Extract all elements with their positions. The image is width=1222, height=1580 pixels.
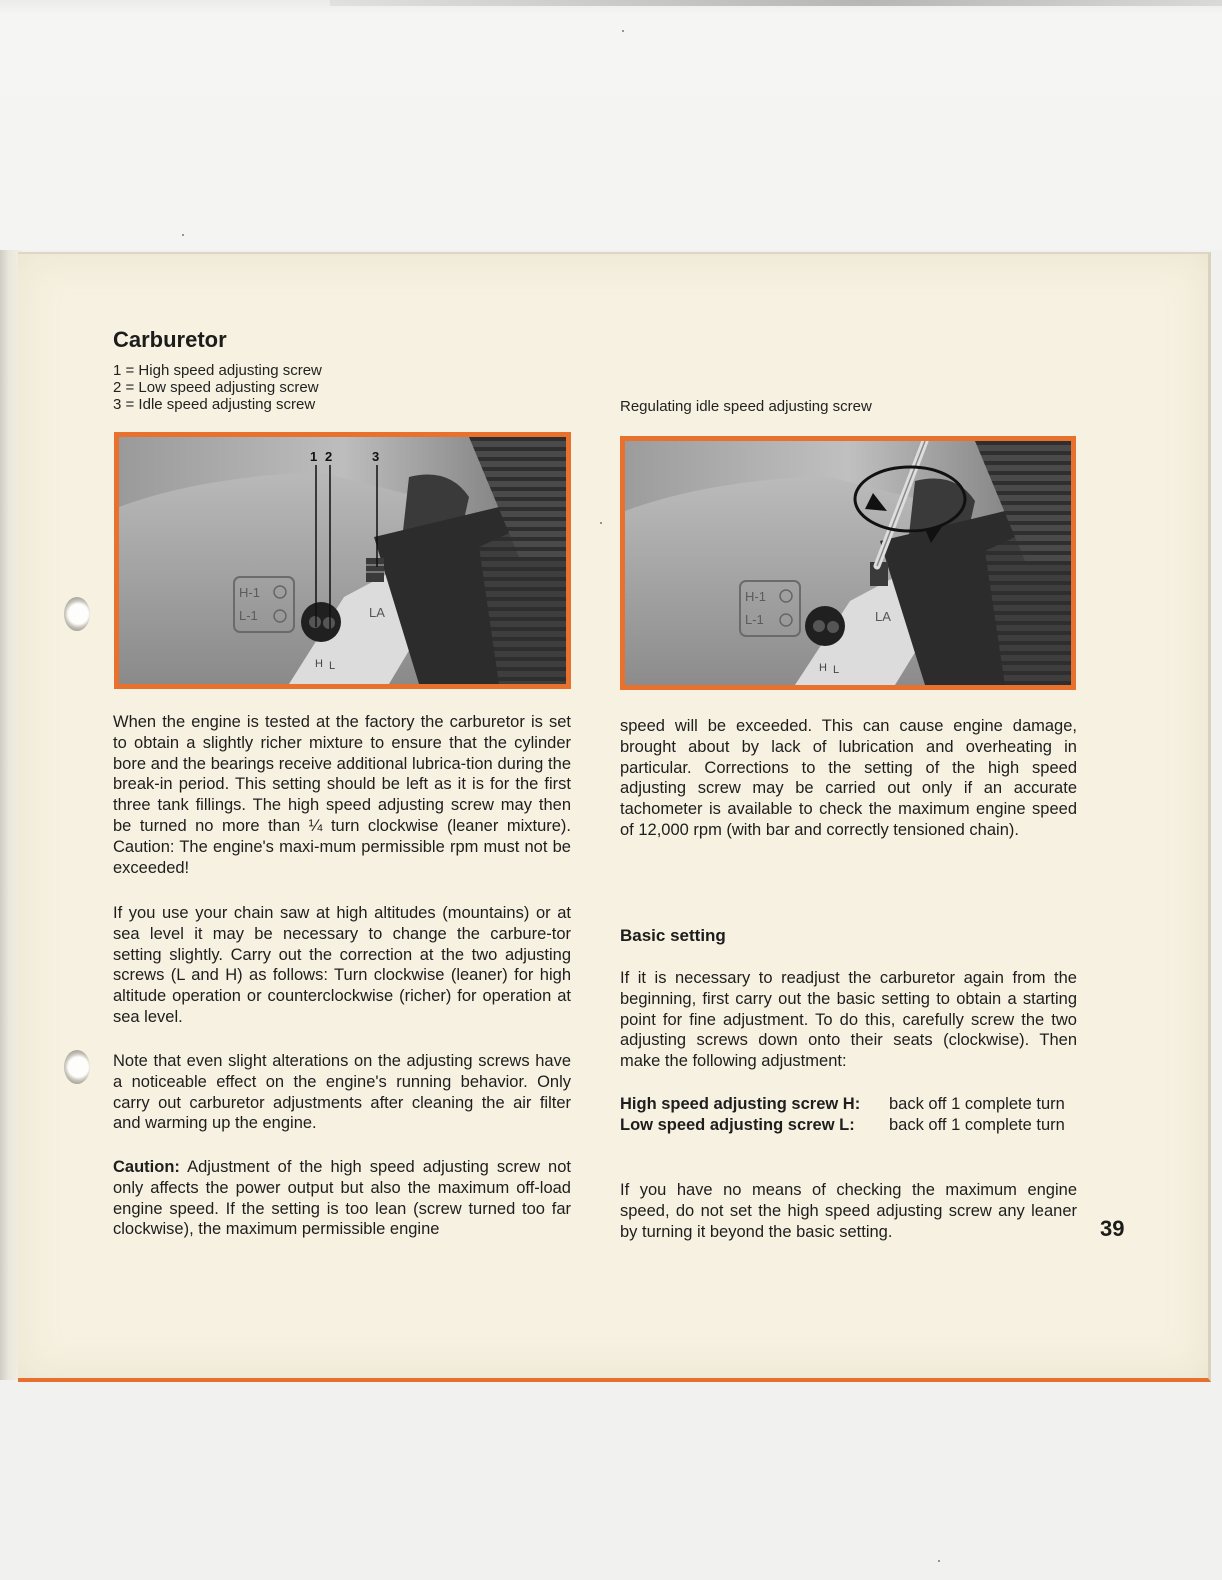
scan-edge-shadow	[330, 0, 1222, 6]
idle-screw-caption: Regulating idle speed adjusting screw	[620, 398, 872, 415]
basic-setting-heading: Basic setting	[620, 926, 726, 945]
setting-row-low-speed	[620, 1115, 1090, 1136]
callout-3: 3	[372, 449, 380, 464]
callout-1: 1	[310, 449, 318, 464]
scan-speck	[600, 522, 602, 524]
setting-value-low-speed: back off 1 complete turn	[889, 1116, 1065, 1134]
punch-hole-upper	[64, 597, 90, 631]
marking-h1: H-1	[745, 589, 766, 604]
marking-la: LA	[369, 605, 385, 620]
setting-row-high-speed	[620, 1094, 1090, 1115]
legend-item-low-speed: 2 = Low speed adjusting screw	[113, 379, 319, 396]
marking-h1: H-1	[239, 585, 260, 600]
marking-l: L	[329, 660, 336, 672]
caution-label: Caution:	[113, 1158, 180, 1176]
left-paragraph-factory-setting: When the engine is tested at the factory the carburetor is set to obtain a slightly richer mixture to ensure that the cylinder bore and the bearings receive additional lubrica-tion during the break-in period. This setting should be left as it is for the first three tank fillings. The high speed adjusting screw may then be turned no more than ¼ turn clockwise (leaner mixture). Caution: The engine's maxi-mum permissible rpm must not be exceeded!	[113, 713, 571, 877]
carburetor-screws-illustration	[119, 437, 566, 684]
marking-l1: L-1	[745, 612, 764, 627]
punch-hole-lower	[64, 1050, 90, 1084]
carburetor-screws-photo	[114, 432, 571, 689]
idle-screw-adjustment-photo	[620, 436, 1076, 690]
setting-value-high-speed: back off 1 complete turn	[889, 1095, 1065, 1113]
page-number: 39	[1100, 1216, 1125, 1241]
setting-label-high-speed: High speed adjusting screw H:	[620, 1095, 861, 1113]
scan-speck	[182, 234, 184, 236]
legend-item-high-speed: 1 = High speed adjusting screw	[113, 362, 322, 379]
right-paragraph-engine-speed: speed will be exceeded. This can cause engine damage, brought about by lack of lubrication and overheating in particular. Corrections to the setting of the high speed adjusting screw may be carried out only if an accurate tachometer is available to check the maximum engine speed of 12,000 rpm (with bar and correctly tensioned chain).	[620, 717, 1077, 839]
scan-background	[0, 0, 1222, 250]
scan-speck	[622, 30, 624, 32]
marking-la: LA	[875, 609, 891, 624]
callout-2: 2	[325, 449, 333, 464]
left-paragraph-altitude: If you use your chain saw at high altitudes (mountains) or at sea level it may be necessary to change the carbure-tor setting slightly. Carry out the correction at the two adjusting screws (L and H) as follows: Turn clockwise (leaner) for high altitude operation or counterclockwise (richer) for operation at sea level.	[113, 904, 571, 1026]
marking-h: H	[315, 658, 323, 670]
left-paragraph-note: Note that even slight alterations on the adjusting screws have a noticeable effect on the engine's running behavior. Only carry out carburetor adjustments after cleaning the air filter and warming up the engine.	[113, 1052, 571, 1133]
page-title: Carburetor	[113, 327, 227, 352]
marking-l: L	[833, 664, 840, 676]
caution-text: Adjustment of the high speed adjusting screw not only affects the power output but also the maximum off-load engine speed. If the setting is too lean (screw turned too far clockwise), the maximum permissible engine	[113, 1158, 571, 1239]
screw-legend	[113, 362, 322, 413]
basic-setting-note: If you have no means of checking the maximum engine speed, do not set the high speed adjusting screw any leaner by turning it beyond the basic setting.	[620, 1181, 1077, 1241]
setting-label-low-speed: Low speed adjusting screw L:	[620, 1116, 855, 1134]
basic-setting-paragraph: If it is necessary to readjust the carburetor again from the beginning, first carry out the basic setting to obtain a starting point for fine adjustment. To do this, carefully screw the two adjusting screws down onto their seats (clockwise). Then make the following adjustment:	[620, 969, 1077, 1071]
caution-paragraph	[113, 1157, 571, 1240]
marking-h: H	[819, 662, 827, 674]
marking-l1: L-1	[239, 608, 258, 623]
legend-item-idle-speed: 3 = Idle speed adjusting screw	[113, 396, 316, 413]
scan-speck	[938, 1560, 940, 1562]
idle-screw-illustration	[625, 441, 1071, 685]
